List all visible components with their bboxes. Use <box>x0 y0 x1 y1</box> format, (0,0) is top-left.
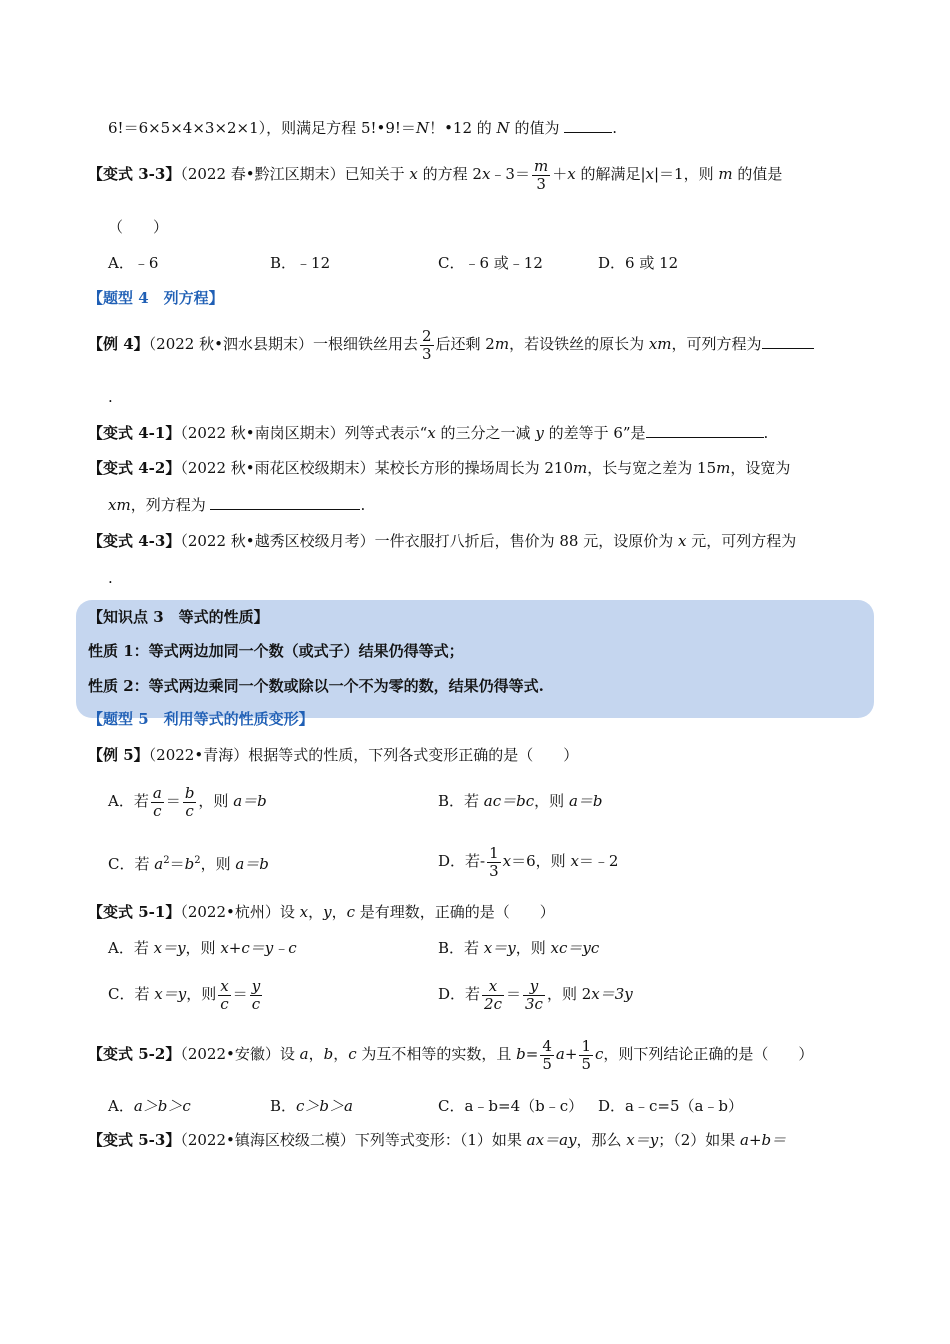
text: D．若 <box>438 985 481 1003</box>
text: ，若设铁丝的原长为 <box>509 335 649 353</box>
text: ， <box>333 1045 349 1063</box>
option-d[interactable]: D．6 或 12 <box>598 254 679 272</box>
text: ， <box>331 903 347 921</box>
example-tag: 【例 4】 <box>88 335 149 353</box>
variant-tag: 【变式 3-3】 <box>88 165 181 183</box>
var: c <box>348 1045 357 1063</box>
variant-4-3 <box>88 531 796 551</box>
numerator: 2 <box>421 326 432 345</box>
variant-4-2-cont <box>108 495 365 515</box>
text: B．若 <box>438 939 484 957</box>
option-label: A． <box>108 1097 134 1115</box>
factorial-line: 6!＝6×5×4×3×2×1），则满足方程 5!•9!＝N！•12 的 N 的值为 . <box>108 119 617 137</box>
text: ﹣3＝ <box>490 165 530 183</box>
text: ＝﹣2 <box>578 852 619 870</box>
text: 的方程 2 <box>417 165 482 183</box>
property-2: 性质 2：等式两边乘同一个数或除以一个不为零的数，结果仍得等式. <box>88 677 544 695</box>
text: ＝ <box>505 985 521 1003</box>
denominator: 2c <box>484 994 502 1013</box>
text: D．若- <box>438 852 486 870</box>
var: c <box>346 903 356 921</box>
expr: xc＝yc <box>550 939 600 957</box>
text: 元，可列方程为 <box>686 532 797 550</box>
expr: a+b＝ <box>740 1131 787 1149</box>
text: C．若 <box>108 985 155 1003</box>
variant-tag: 【变式 5-2】 <box>88 1045 181 1063</box>
text: 6!＝6×5×4×3×2×1），则满足方程 5!•9!＝ <box>108 119 416 137</box>
text: C．若 <box>108 855 155 873</box>
variant-5-2 <box>88 1034 813 1074</box>
expr: a﹣b=4（b﹣c） <box>464 1097 584 1115</box>
text: |＝1，则 <box>653 165 719 183</box>
numerator: 1 <box>581 1036 591 1055</box>
expr: a＝b <box>233 792 267 810</box>
variant-3-3 <box>88 154 782 194</box>
fraction <box>420 328 434 363</box>
option-b[interactable] <box>438 938 599 958</box>
numerator: b <box>184 783 195 802</box>
denominator: 5 <box>542 1054 552 1073</box>
numerator: x <box>482 978 504 996</box>
text: ，则 <box>185 939 221 957</box>
expr: ac＝bc <box>483 792 535 810</box>
denominator: c <box>185 801 194 820</box>
var: x <box>567 165 576 183</box>
option-c[interactable] <box>438 1096 583 1116</box>
numerator: 1 <box>489 843 499 862</box>
expr: a＝b <box>568 792 603 810</box>
var: y <box>323 903 332 921</box>
text: 的差等于 6”是 <box>543 424 646 442</box>
text: 的三分之一减 <box>435 424 536 442</box>
var: a <box>299 1045 309 1063</box>
expr: x＝y <box>153 939 186 957</box>
option-d[interactable] <box>598 1096 743 1116</box>
property-1: 性质 1：等式两边加同一个数（或式子）结果仍得等式； <box>88 642 464 660</box>
text: ，列方程为 <box>130 496 211 514</box>
expr: x＝3y <box>591 985 633 1003</box>
variant-tag: 【变式 4-2】 <box>88 459 181 477</box>
denominator: 5 <box>581 1054 591 1073</box>
text: （2022•镇海区校级二模）下列等式变形：（1）如果 <box>180 1131 527 1149</box>
answer-paren: （ ） <box>108 218 169 236</box>
option-b[interactable] <box>270 1096 353 1116</box>
option-label: C． <box>438 1097 465 1115</box>
fraction <box>482 978 504 1013</box>
var: a <box>555 1045 565 1063</box>
variant-tag: 【变式 4-1】 <box>88 424 181 442</box>
line-dot: . <box>360 496 366 514</box>
text: （2022•安徽）设 <box>180 1045 300 1063</box>
option-label: B． <box>270 1097 297 1115</box>
example-4 <box>88 322 814 366</box>
text: ＋ <box>552 165 568 183</box>
fraction <box>540 1038 554 1073</box>
expr: a＝b <box>235 855 269 873</box>
example-tag: 【例 5】 <box>88 746 149 764</box>
var: a <box>154 855 164 873</box>
expr: a＞b＞c <box>133 1097 191 1115</box>
exponent: 2 <box>163 855 170 866</box>
option-b[interactable]: B．﹣12 <box>270 254 331 272</box>
var: m <box>494 335 510 353</box>
text: A．若 <box>108 792 149 810</box>
variant-tag: 【变式 5-3】 <box>88 1131 181 1149</box>
var: b <box>323 1045 334 1063</box>
text: 是有理数，正确的是（ ） <box>355 903 555 921</box>
fraction <box>218 978 230 1013</box>
expr: c＞b＞a <box>296 1097 353 1115</box>
denominator: 3 <box>489 861 499 880</box>
text: ，长与宽之差为 15 <box>587 459 717 477</box>
option-d[interactable] <box>438 974 633 1014</box>
var: b <box>184 855 195 873</box>
fraction <box>487 845 501 880</box>
text: ，则 2 <box>546 985 592 1003</box>
option-a[interactable]: A．﹣6 <box>108 254 159 272</box>
var: x <box>570 852 579 870</box>
var: x <box>645 165 654 183</box>
var: m <box>716 459 731 477</box>
denominator: 3 <box>421 344 432 363</box>
option-c[interactable]: C．﹣6 或﹣12 <box>438 254 543 272</box>
text: ，设宽为 <box>730 459 791 477</box>
line-dot: . <box>108 569 113 587</box>
option-label: D． <box>598 1097 626 1115</box>
expr: a﹣c=5（a﹣b） <box>625 1097 744 1115</box>
line-dot: . <box>108 388 113 406</box>
denominator: 3c <box>525 994 543 1013</box>
text: ，则 <box>198 792 234 810</box>
expr: x＝y <box>154 985 187 1003</box>
option-b[interactable] <box>438 791 602 811</box>
exponent: 2 <box>194 855 201 866</box>
var: y <box>535 424 544 442</box>
var: x <box>299 903 309 921</box>
line-dot: . <box>763 424 769 442</box>
var: x <box>481 165 491 183</box>
text: （2022•杭州）设 <box>180 903 300 921</box>
var: m <box>718 165 733 183</box>
expr: x＝y <box>626 1131 659 1149</box>
var: m <box>573 459 588 477</box>
numerator: m <box>533 156 549 175</box>
var: b <box>516 1045 526 1063</box>
answer-blank[interactable] <box>210 495 360 510</box>
example-5 <box>88 745 578 765</box>
section-title: 【题型 5 利用等式的性质变形】 <box>88 710 314 728</box>
text: 为互不相等的实数，且 <box>356 1045 517 1063</box>
fraction <box>523 978 545 1013</box>
denominator: c <box>220 994 229 1013</box>
numerator: y <box>251 976 261 995</box>
denominator: c <box>251 994 261 1013</box>
text: ＝ <box>232 985 248 1003</box>
variant-4-1 <box>88 423 768 443</box>
text: ＝6，则 <box>511 852 571 870</box>
text: ，则下列结论正确的是（ ） <box>603 1045 814 1063</box>
numerator: 4 <box>542 1036 552 1055</box>
variant-5-3 <box>88 1130 786 1150</box>
text: ！•12 的 <box>429 119 497 137</box>
text: ，则 <box>534 792 569 810</box>
variant-4-2 <box>88 458 790 478</box>
var: xm <box>648 335 672 353</box>
expr: x＝y <box>483 939 516 957</box>
text: ，则 <box>200 855 236 873</box>
variant-5-1 <box>88 902 555 922</box>
fraction <box>579 1038 593 1073</box>
answer-blank[interactable] <box>646 423 764 438</box>
text: ， <box>308 903 324 921</box>
var: N <box>496 119 510 137</box>
text: （2022 秋•泗水县期末）一根细铁丝用去 <box>148 335 418 353</box>
text: ， <box>308 1045 324 1063</box>
var: x <box>502 852 512 870</box>
expr: x+c＝y﹣c <box>220 939 297 957</box>
numerator: a <box>152 783 162 802</box>
option-c[interactable] <box>108 851 269 874</box>
text: ＝ <box>169 855 185 873</box>
text: （2022 秋•越秀区校级月考）一件衣服打八折后，售价为 88 元，设原价为 <box>180 532 679 550</box>
answer-blank[interactable] <box>762 334 814 349</box>
numerator: x <box>220 976 229 995</box>
denominator: c <box>153 801 162 820</box>
fraction <box>151 785 164 820</box>
option-a[interactable] <box>108 781 267 821</box>
numerator: y <box>523 978 545 996</box>
option-d[interactable] <box>438 841 618 881</box>
section-title: 【题型 4 列方程】 <box>88 289 224 307</box>
text: ，可列方程为 <box>671 335 762 353</box>
fraction <box>250 978 262 1013</box>
option-a[interactable] <box>108 1096 191 1116</box>
knowledge-title: 【知识点 3 等式的性质】 <box>88 608 269 626</box>
text: ；（2）如果 <box>658 1131 741 1149</box>
text: ，则 <box>186 985 217 1003</box>
fraction <box>532 158 550 193</box>
text: （2022•青海）根据等式的性质，下列各式变形正确的是（ ） <box>148 746 579 764</box>
fraction <box>183 785 197 820</box>
text: （2022 春•黔江区期末）已知关于 <box>180 165 410 183</box>
var: xm <box>108 496 131 514</box>
var: x <box>409 165 418 183</box>
var: x <box>427 424 436 442</box>
text: B．若 <box>438 792 484 810</box>
var: N <box>415 119 430 137</box>
option-a[interactable] <box>108 938 297 958</box>
text: ＝ <box>165 792 181 810</box>
text: A．若 <box>108 939 154 957</box>
text: 的解满足| <box>575 165 646 183</box>
expr: ax＝ay <box>526 1131 577 1149</box>
variant-tag: 【变式 4-3】 <box>88 532 181 550</box>
text: = <box>525 1045 539 1063</box>
text: 的值为 <box>509 119 565 137</box>
text: 后还剩 2 <box>435 335 495 353</box>
var: c <box>594 1045 604 1063</box>
variant-tag: 【变式 5-1】 <box>88 903 181 921</box>
denominator: 3 <box>536 174 546 193</box>
text: + <box>564 1045 578 1063</box>
text: 的值是 <box>732 165 783 183</box>
answer-blank[interactable] <box>564 118 612 133</box>
text: （2022 秋•南岗区期末）列等式表示“ <box>180 424 428 442</box>
var: x <box>678 532 687 550</box>
text: ，那么 <box>576 1131 627 1149</box>
option-c[interactable] <box>108 974 264 1014</box>
text: （2022 秋•雨花区校级期末）某校长方形的操场周长为 210 <box>180 459 574 477</box>
text: ，则 <box>515 939 551 957</box>
